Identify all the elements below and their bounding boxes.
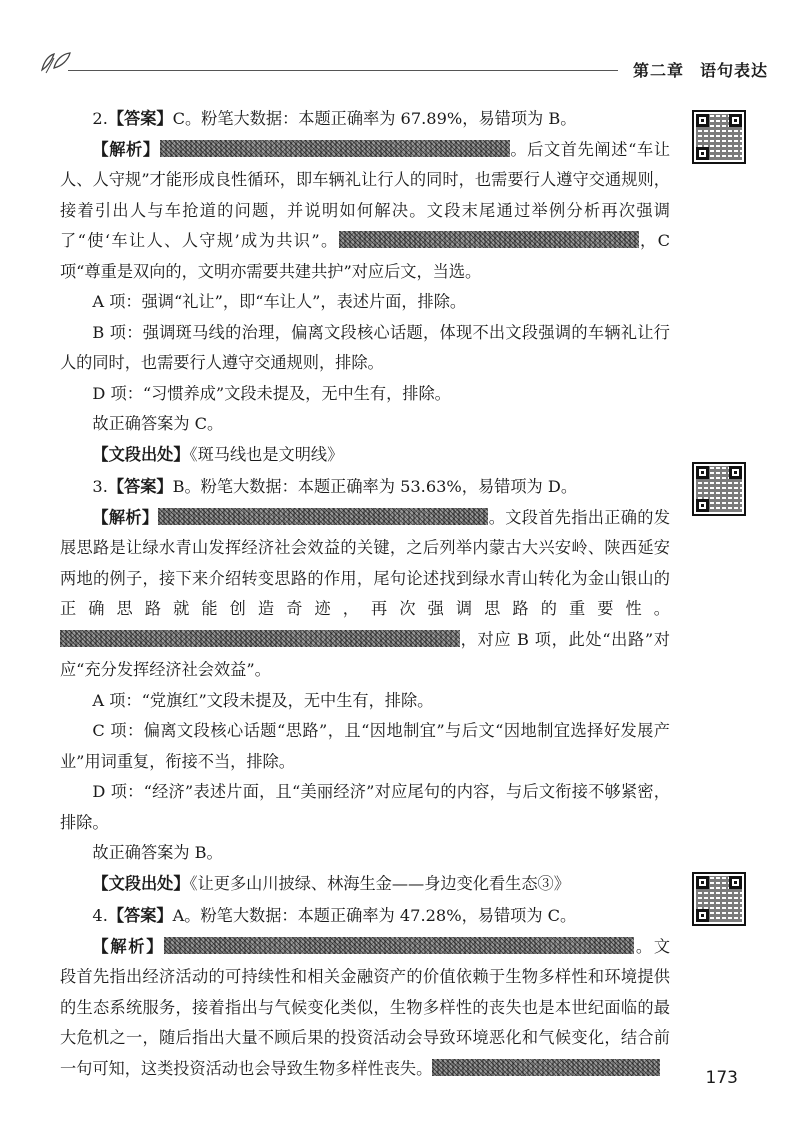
leaf-sprout-icon (38, 48, 72, 74)
page-number: 173 (705, 1068, 738, 1088)
qr-code-icon[interactable] (692, 872, 746, 926)
qr-code-icon[interactable] (692, 462, 746, 516)
q3-option-c: C 项：偏离文段核心话题“思路”，且“因地制宜”与后文“因地制宜选择好发展产业”用词重复，衔接不当，排除。 (60, 721, 670, 771)
qr-code-icon[interactable] (692, 110, 746, 164)
q3-conclusion: 故正确答案为 B。 (92, 843, 223, 862)
running-header (38, 46, 768, 86)
redacted-text (164, 937, 634, 954)
q2-analysis: 【解析】 。后文首先阐述“车让人、人守规”才能形成良性循环，即车辆礼让行人的同时，也需要行人遵守交通规则，接着引出人与车抢道的问题，并说明如何解决。文段末尾通过举例分析再次强调了“使‘车让人、人守规’成为共识”。 ，C 项“尊重是双向的，文明亦需要共建共护”对应后文，当选。 (60, 139, 671, 281)
chapter-title: 语句表达 (699, 61, 768, 80)
q4-answer: 4.【答案】A。粉笔大数据：本题正确率为 47.28%，易错项为 C。 (92, 906, 577, 925)
answer-explanations (60, 104, 670, 1084)
q2-option-d: D 项：“习惯养成”文段未提及，无中生有，排除。 (92, 383, 451, 403)
q2-conclusion: 故正确答案为 C。 (92, 414, 224, 433)
redacted-text (158, 508, 488, 525)
q2-answer: 2.【答案】C。粉笔大数据：本题正确率为 67.89%，易错项为 B。 (92, 109, 577, 128)
q3-analysis: 【解析】 。文段首先指出正确的发展思路是让绿水青山发挥经济社会效益的关键，之后列举内蒙古大兴安岭、陕西延安两地的例子，接下来介绍转变思路的作用，尾句论述找到绿水青山转化为金山银山的正确思路就能创造奇迹，再次强调思路的重要性。，对应 B 项，此处“出路”对应“充分发挥经济社会效益”。 (60, 507, 671, 679)
redacted-text (339, 231, 639, 248)
header-rule (68, 70, 618, 71)
q2-option-b: B 项：强调斑马线的治理，偏离文段核心话题，体现不出文段强调的车辆礼让行人的同时，也需要行人遵守交通规则，排除。 (60, 322, 670, 372)
redacted-text (160, 140, 510, 157)
q4-analysis: 【解析】 。文段首先指出经济活动的可持续性和相关金融资产的价值依赖于生物多样性和环境提供的生态系统服务，接着指出与气候变化类似，生物多样性的丧失也是本世纪面临的最大危机之一，随后指出大量不顾后果的投资活动会导致环境恶化和气候变化，结合前一句可知，这类投资活动也会导致生物多样性丧失。 (60, 936, 671, 1078)
redacted-text (432, 1059, 660, 1076)
q3-answer: 3.【答案】B。粉笔大数据：本题正确率为 53.63%，易错项为 D。 (92, 477, 578, 496)
redacted-text (60, 630, 460, 647)
q3-option-a: A 项：“党旗红”文段未提及，无中生有，排除。 (92, 690, 434, 710)
q2-option-a: A 项：强调“礼让”，即“车让人”，表述片面，排除。 (92, 292, 467, 311)
q3-source: 【文段出处】《让更多山川披绿、林海生金——身边变化看生态③》 (92, 873, 570, 893)
q2-source: 【文段出处】《斑马线也是文明线》 (92, 444, 344, 464)
chapter-heading (633, 58, 768, 81)
chapter-number: 第二章 (632, 61, 684, 80)
q3-option-d: D 项：“经济”表述片面，且“美丽经济”对应尾句的内容，与后文衔接不够紧密，排除。 (60, 782, 670, 832)
